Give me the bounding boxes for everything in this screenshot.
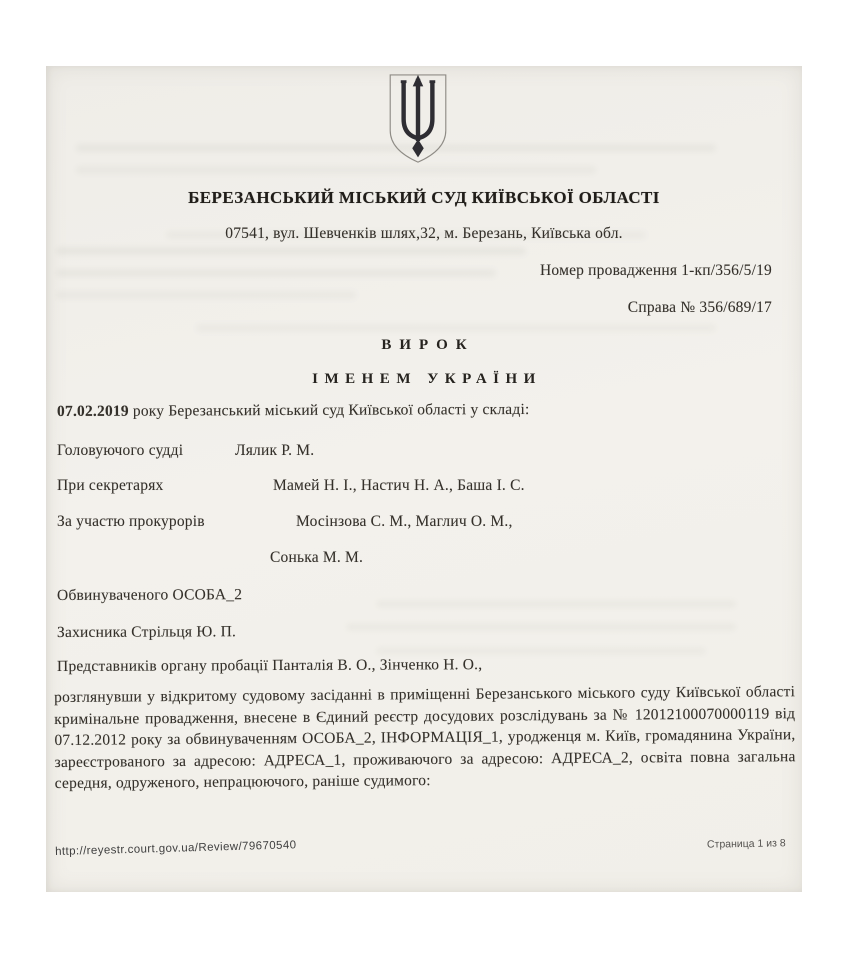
composition-row	[57, 442, 788, 460]
bleed-through-artifact	[196, 324, 716, 332]
composition-person-name: Лялик Р. М.	[235, 442, 315, 459]
page-indicator: Страница 1 из 8	[707, 837, 787, 851]
composition-person-name: Мамей Н. І., Настич Н. А., Баша І. С.	[273, 477, 525, 494]
composition-row	[57, 513, 788, 531]
bleed-through-artifact	[76, 166, 596, 174]
document-page	[46, 66, 802, 892]
composition-role-label: Головуючого судді	[57, 442, 184, 459]
court-address: 07541, вул. Шевченків шлях,32, м. Березань, Київська обл.	[225, 225, 623, 242]
bleed-through-artifact	[56, 247, 526, 255]
composition-person-name: Сонька М. М.	[270, 549, 364, 566]
verdict-subtitle: ІМЕНЕМ УКРАЇНИ	[312, 371, 542, 387]
registry-url: http://reyestr.court.gov.ua/Review/79670540	[55, 839, 297, 858]
ukraine-trident-emblem-icon	[387, 73, 449, 165]
hearing-intro-text: року Березанський міський суд Київської області у складі:	[132, 400, 530, 420]
case-description-paragraph: розглянувши у відкритому судовому засіданні в приміщенні Березанського міського суду Київської області кримінальне провадження, внесене в Єдиний реєстр досудових розслідувань за № 12012100070000119 від 07.12.2012 року за обвинуваченням ОСОБА_2, ІНФОРМАЦІЯ_1, уродженця м. Київ, громадянина України, зареєстрованого за адресою: АДРЕСА_1, проживаючого за адресою: АДРЕСА_2, освіта повна загальна середня, одруженого, непрацюючого, раніше судимого:	[54, 683, 796, 792]
proceeding-number: Номер провадження 1-кп/356/5/19	[540, 262, 772, 279]
verdict-title: ВИРОК	[381, 337, 475, 353]
court-name-heading: БЕРЕЗАНСЬКИЙ МІСЬКИЙ СУД КИЇВСЬКОЇ ОБЛАСТІ	[188, 188, 660, 207]
hearing-intro-line	[57, 400, 788, 421]
bleed-through-artifact	[56, 291, 356, 299]
party-line-defender: Захисника Стрільця Ю. П.	[57, 623, 237, 641]
party-line-accused: Обвинуваченого ОСОБА_2	[57, 586, 243, 604]
composition-role-label: При секретарях	[57, 477, 164, 494]
case-number: Справа № 356/689/17	[627, 299, 772, 316]
composition-row	[57, 477, 788, 495]
hearing-date: 07.02.2019	[57, 402, 129, 420]
bleed-through-artifact	[376, 647, 706, 655]
party-line-probation: Представників органу пробації Панталія В. О., Зінченко Н. О.,	[57, 656, 483, 675]
composition-role-label: За участю прокурорів	[57, 513, 205, 530]
bleed-through-artifact	[56, 269, 496, 277]
composition-person-name: Мосінзова С. М., Маглич О. М.,	[296, 513, 513, 530]
